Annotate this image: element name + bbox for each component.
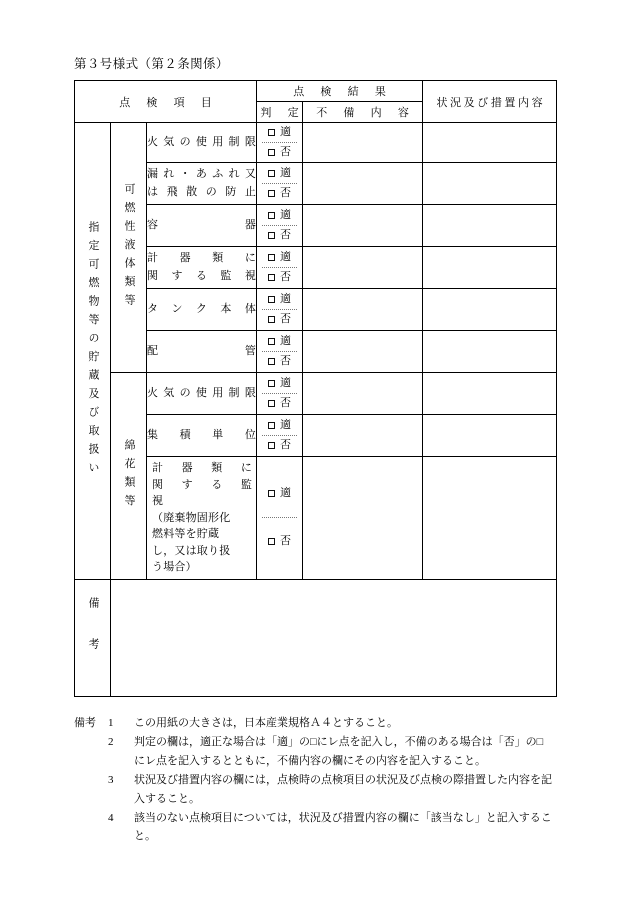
note-line: と。: [134, 830, 156, 843]
defect-content-input[interactable]: [303, 289, 423, 331]
checkbox-icon[interactable]: [268, 490, 275, 497]
status-measures-input[interactable]: [423, 205, 557, 247]
status-measures-input[interactable]: [423, 373, 557, 415]
notes-heading: 備考: [74, 717, 96, 729]
defect-content-input[interactable]: [303, 163, 423, 205]
remarks-label: 備考: [75, 579, 111, 696]
table-row: [75, 205, 557, 247]
judgement-pass-label: 適: [280, 419, 292, 431]
header-inspection-items: 点 検 項 目: [75, 81, 257, 123]
header-status-measures: 状況及び措置内容: [423, 81, 557, 123]
note-item-4: [74, 809, 574, 847]
note-item-3: [74, 771, 574, 809]
checkbox-icon[interactable]: [268, 358, 275, 365]
table-row: [75, 163, 557, 205]
judgement-fail-option[interactable]: [257, 352, 302, 371]
judgement-fail-option[interactable]: [257, 518, 302, 565]
header-judgement: 判 定: [257, 102, 303, 123]
judgement-pass-label: 適: [280, 293, 292, 305]
note-line: 状況及び措置内容の欄には，点検時の点検項目の状況及び点検の際措置した内容を記: [134, 773, 552, 786]
judgement-pass-label: 適: [280, 335, 292, 347]
group-label-text: 綿花類等: [123, 438, 135, 513]
item-name: 集 積 単 位: [147, 415, 257, 457]
remarks-row: [75, 579, 557, 696]
judgement-pass-option[interactable]: [257, 470, 302, 517]
judgement-cell: [257, 123, 303, 163]
item-name: 計 器 類 に 関 す る 監 視: [147, 247, 257, 289]
checkbox-icon[interactable]: [268, 338, 275, 345]
note-line: 判定の欄は，適正な場合は「適」の□にレ点を記入し，不備のある場合は「否」の□: [134, 735, 544, 748]
judgement-fail-label: 否: [280, 439, 292, 451]
item-name: 計 器 類 に 関 す る 監 視 （廃棄物固形化 燃料等を貯蔵 し，又は取り扱 う場合）: [147, 457, 257, 580]
item-name: 容 器: [147, 205, 257, 247]
note-text: [134, 809, 574, 847]
table-header: [75, 81, 557, 123]
table-body: [75, 123, 557, 697]
judgement-pass-option[interactable]: [257, 248, 302, 267]
judgement-pass-option[interactable]: [257, 374, 302, 393]
status-measures-input[interactable]: [423, 457, 557, 580]
category-label-text: 指定可燃物等の貯蔵及び取扱い: [87, 221, 99, 481]
judgement-fail-option[interactable]: [257, 268, 302, 287]
status-measures-input[interactable]: [423, 247, 557, 289]
judgement-fail-label: 否: [280, 397, 292, 409]
checkbox-icon[interactable]: [268, 316, 275, 323]
judgement-pass-label: 適: [280, 167, 292, 179]
judgement-cell: [257, 331, 303, 373]
judgement-cell: [257, 163, 303, 205]
defect-content-input[interactable]: [303, 457, 423, 580]
judgement-cell: [257, 415, 303, 457]
defect-content-input[interactable]: [303, 123, 423, 163]
item-name: タ ン ク 本 体: [147, 289, 257, 331]
defect-content-input[interactable]: [303, 373, 423, 415]
judgement-pass-label: 適: [280, 126, 292, 138]
status-measures-input[interactable]: [423, 331, 557, 373]
note-line: 入すること。: [134, 792, 200, 805]
defect-content-input[interactable]: [303, 331, 423, 373]
item-name: 配 管: [147, 331, 257, 373]
checkbox-icon[interactable]: [268, 442, 275, 449]
judgement-pass-option[interactable]: [257, 164, 302, 183]
checkbox-icon[interactable]: [268, 422, 275, 429]
note-number: 2: [108, 735, 114, 748]
checkbox-icon[interactable]: [268, 274, 275, 281]
checkbox-icon[interactable]: [268, 538, 275, 545]
checkbox-icon[interactable]: [268, 129, 275, 136]
judgement-fail-label: 否: [280, 355, 292, 367]
judgement-fail-option[interactable]: [257, 184, 302, 203]
judgement-pass-label: 適: [280, 377, 292, 389]
checkbox-icon[interactable]: [268, 170, 275, 177]
judgement-fail-option[interactable]: [257, 310, 302, 329]
note-number: 1: [108, 717, 114, 729]
judgement-pass-label: 適: [280, 251, 292, 263]
page-title: 第３号様式（第２条関係）: [74, 57, 229, 71]
judgement-fail-option[interactable]: [257, 436, 302, 455]
judgement-fail-option[interactable]: [257, 394, 302, 413]
inspection-table: [74, 80, 557, 697]
item-name: 火気の使用制限: [147, 123, 257, 163]
judgement-fail-label: 否: [280, 535, 292, 548]
judgement-fail-label: 否: [280, 187, 292, 199]
judgement-fail-label: 否: [280, 146, 292, 158]
group-label-kanensei-ekitairui: [111, 123, 147, 373]
item-name: 漏れ・あふれ又 は飛散の防止: [147, 163, 257, 205]
remarks-input[interactable]: [111, 579, 557, 696]
item-name: 火気の使用制限: [147, 373, 257, 415]
judgement-fail-label: 否: [280, 271, 292, 283]
table-row: [75, 123, 557, 163]
note-text: [134, 771, 574, 809]
judgement-fail-label: 否: [280, 313, 292, 325]
checkbox-icon[interactable]: [268, 190, 275, 197]
judgement-fail-option[interactable]: [257, 143, 302, 162]
checkbox-icon[interactable]: [268, 254, 275, 261]
category-label-shitei-kanenbutsu: [75, 123, 111, 580]
status-measures-input[interactable]: [423, 415, 557, 457]
table-row: [75, 457, 557, 580]
judgement-pass-label: 適: [280, 209, 292, 221]
header-inspection-result: 点 検 結 果: [257, 81, 423, 102]
checkbox-icon[interactable]: [268, 400, 275, 407]
defect-content-input[interactable]: [303, 415, 423, 457]
footer-notes: [74, 714, 574, 846]
judgement-fail-option[interactable]: [257, 226, 302, 245]
judgement-cell: [257, 289, 303, 331]
checkbox-icon[interactable]: [268, 380, 275, 387]
status-measures-input[interactable]: [423, 163, 557, 205]
judgement-pass-option[interactable]: [257, 332, 302, 351]
table-row: [75, 331, 557, 373]
note-number: 4: [108, 811, 114, 824]
judgement-pass-option[interactable]: [257, 123, 302, 142]
group-label-menkarui: [111, 373, 147, 580]
table-row: [75, 415, 557, 457]
judgement-fail-label: 否: [280, 229, 292, 241]
note-text: [134, 733, 574, 771]
table-row: [75, 289, 557, 331]
note-item-2: [74, 733, 574, 771]
status-measures-input[interactable]: [423, 123, 557, 163]
status-measures-input[interactable]: [423, 289, 557, 331]
note-line: にレ点を記入するとともに，不備内容の欄にその内容を記入すること。: [134, 754, 486, 767]
judgement-pass-option[interactable]: [257, 290, 302, 309]
judgement-cell: [257, 247, 303, 289]
judgement-pass-option[interactable]: [257, 206, 302, 225]
checkbox-icon[interactable]: [268, 232, 275, 239]
checkbox-icon[interactable]: [268, 149, 275, 156]
note-text: この用紙の大きさは，日本産業規格Ａ４とすること。: [134, 717, 398, 729]
note-number: 3: [108, 773, 114, 786]
header-defect-content: 不 備 内 容: [303, 102, 423, 123]
judgement-pass-option[interactable]: [257, 416, 302, 435]
table-row: [75, 247, 557, 289]
judgement-cell: [257, 205, 303, 247]
checkbox-icon[interactable]: [268, 212, 275, 219]
group-label-text: 可燃性液体類等: [123, 182, 135, 313]
defect-content-input[interactable]: [303, 205, 423, 247]
judgement-cell: [257, 457, 303, 580]
judgement-cell: [257, 373, 303, 415]
checkbox-icon[interactable]: [268, 296, 275, 303]
defect-content-input[interactable]: [303, 247, 423, 289]
note-item-1: [74, 714, 574, 733]
judgement-pass-label: 適: [280, 487, 292, 500]
note-line: 該当のない点検項目については，状況及び措置内容の欄に「該当なし」と記入するこ: [134, 811, 552, 824]
table-row: [75, 373, 557, 415]
